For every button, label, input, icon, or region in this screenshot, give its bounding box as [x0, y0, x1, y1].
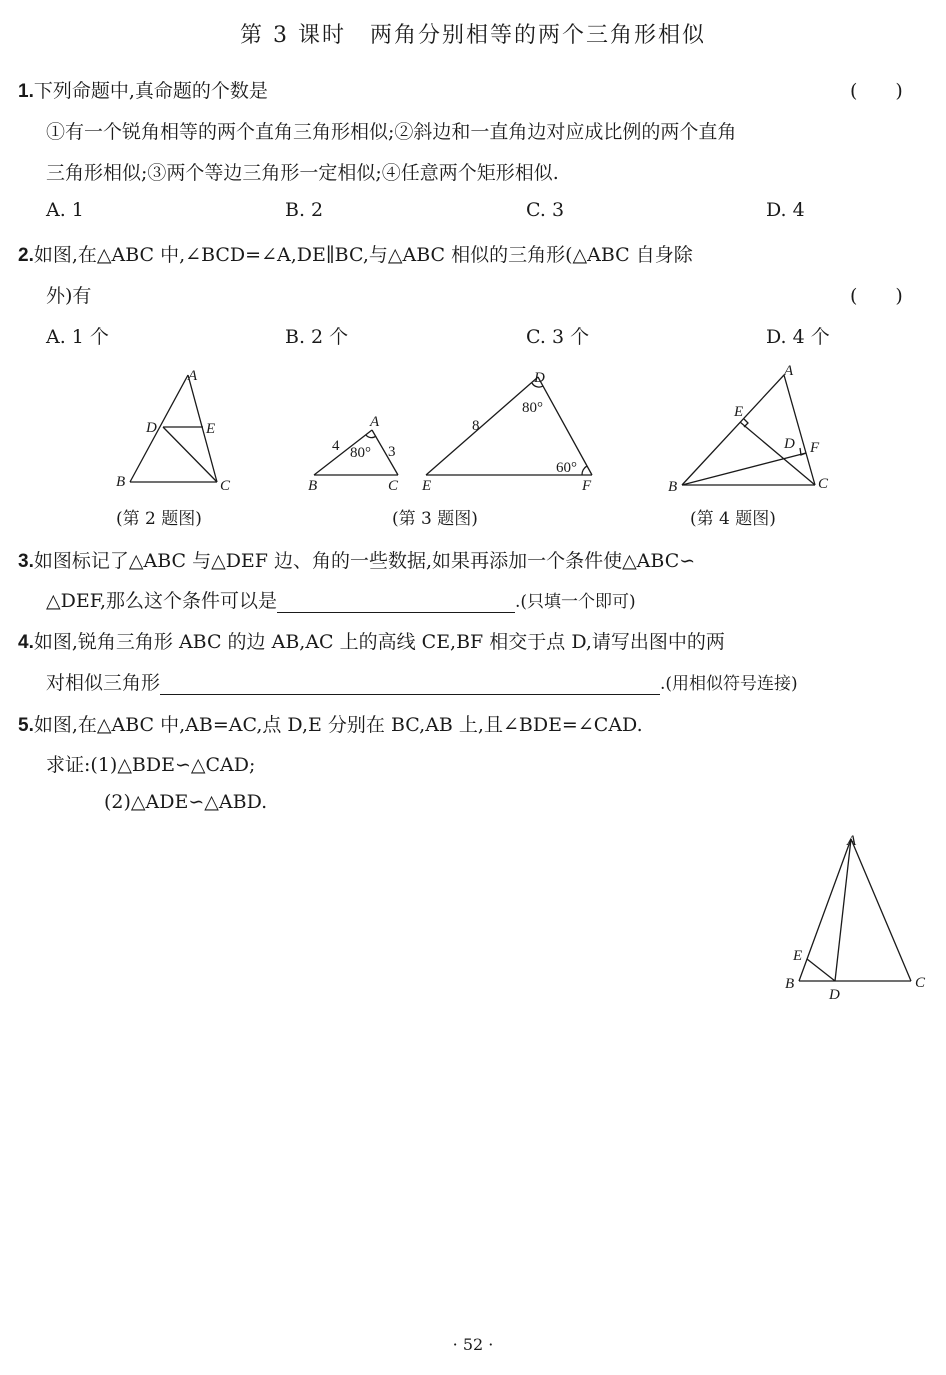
- fig4-label-a: A: [784, 363, 794, 379]
- q4-line-2-pre: 对相似三角形: [46, 672, 161, 694]
- fig4-side-ab: [682, 375, 784, 485]
- q2-option-a[interactable]: A. 1 个: [46, 326, 109, 348]
- q3-line-2-post: .(只填一个即可): [514, 592, 636, 612]
- fig3-value-angle-a: 80°: [350, 445, 371, 461]
- q2-answer-paren[interactable]: ( ): [850, 285, 903, 307]
- fig3-value-angle-d: 80°: [522, 400, 543, 416]
- fig3-label-c: C: [388, 478, 399, 494]
- q1-answer-paren[interactable]: ( ): [850, 80, 903, 102]
- fig5-label-e: E: [793, 948, 803, 964]
- q1-option-c[interactable]: C. 3: [526, 199, 565, 221]
- figure-4: [660, 360, 850, 500]
- figure-3: [300, 360, 610, 500]
- fig3-label-b: B: [308, 478, 318, 494]
- page-title: 第 3 课时 两角分别相等的两个三角形相似: [240, 23, 706, 48]
- fig5-side-ac: [851, 839, 911, 981]
- q4-answer-blank[interactable]: [160, 674, 660, 695]
- fig4-label-d: D: [784, 436, 795, 452]
- fig5-segment-de: [807, 959, 835, 981]
- q3-line-2-pre: △DEF,那么这个条件可以是: [46, 590, 277, 612]
- fig5-label-b: B: [785, 976, 795, 992]
- q2-stem: 如图,在△ABC 中,∠BCD=∠A,DE∥BC,与△ABC 相似的三角形(△ABC 自身除: [33, 244, 693, 266]
- fig4-side-ac: [784, 375, 815, 485]
- fig5-label-a: A: [847, 833, 857, 849]
- fig5-label-c: C: [915, 975, 926, 991]
- q3-line-2: [46, 586, 636, 613]
- fig2-label-b: B: [116, 474, 126, 490]
- fig4-label-b: B: [668, 479, 678, 495]
- q2-number: 2.: [18, 245, 34, 266]
- fig3-label-e: E: [422, 478, 432, 494]
- q1-stem-line: [18, 76, 268, 103]
- q4-number: 4.: [18, 632, 34, 653]
- q4-line-1: 如图,锐角三角形 ABC 的边 AB,AC 上的高线 CE,BF 相交于点 D,请写出图中的两: [33, 631, 725, 653]
- fig3-value-ab: 4: [332, 438, 340, 454]
- q4-line-2: [46, 668, 798, 695]
- fig3-angle-f-arc: [582, 466, 587, 475]
- q5-stem-line: [18, 710, 643, 737]
- fig3-side-de: [426, 377, 538, 475]
- q5-line-3: (2)△ADE∽△ABD.: [104, 791, 268, 813]
- fig2-label-a: A: [188, 368, 198, 384]
- figure-2: [100, 360, 240, 500]
- q1-option-d[interactable]: D. 4: [766, 199, 805, 221]
- q2-option-b[interactable]: B. 2 个: [285, 326, 349, 348]
- fig4-label-f: F: [810, 440, 820, 456]
- q2-stem-line: [18, 240, 693, 267]
- fig3-caption: (第 3 题图): [392, 509, 478, 529]
- q3-line-1: 如图标记了△ABC 与△DEF 边、角的一些数据,如果再添加一个条件使△ABC∽: [33, 550, 696, 572]
- q1-line-2: ①有一个锐角相等的两个直角三角形相似;②斜边和一直角边对应成比例的两个直角: [46, 121, 737, 143]
- q5-number: 5.: [18, 715, 34, 736]
- q1-option-b[interactable]: B. 2: [285, 199, 324, 221]
- q2-line-2: 外)有: [46, 285, 92, 307]
- fig3-label-d: D: [534, 370, 545, 386]
- fig3-label-a: A: [370, 414, 380, 430]
- q4-line-2-post: .(用相似符号连接): [660, 674, 798, 694]
- q5-line-1: 如图,在△ABC 中,AB=AC,点 D,E 分别在 BC,AB 上,且∠BDE=∠CAD.: [33, 714, 643, 736]
- q1-stem: 下列命题中,真命题的个数是: [33, 80, 268, 102]
- q1-number: 1.: [18, 81, 34, 102]
- fig3-value-de: 8: [472, 418, 480, 434]
- q3-answer-blank[interactable]: [277, 592, 515, 613]
- q3-number: 3.: [18, 551, 34, 572]
- fig2-label-e: E: [206, 421, 216, 437]
- fig4-label-e: E: [734, 404, 744, 420]
- fig5-label-d: D: [829, 987, 840, 1003]
- fig4-right-angle-e: [744, 419, 748, 427]
- fig4-altitude-bf: [682, 453, 806, 485]
- fig2-caption: (第 2 题图): [116, 509, 202, 529]
- q4-stem-line: [18, 627, 725, 654]
- fig2-label-d: D: [146, 420, 157, 436]
- fig3-value-ac: 3: [388, 444, 396, 460]
- fig3-label-f: F: [582, 478, 592, 494]
- fig4-caption: (第 4 题图): [690, 509, 776, 529]
- fig3-value-angle-f: 60°: [556, 460, 577, 476]
- fig2-label-c: C: [220, 478, 231, 494]
- fig4-label-c: C: [818, 476, 829, 492]
- q1-option-a[interactable]: A. 1: [46, 199, 84, 221]
- q5-line-2: 求证:(1)△BDE∽△CAD;: [46, 754, 256, 776]
- q3-stem-line: [18, 546, 695, 573]
- q2-option-c[interactable]: C. 3 个: [526, 326, 590, 348]
- figure-5: [775, 825, 935, 1005]
- page-number: · 52 ·: [452, 1335, 494, 1354]
- fig2-side-ab: [130, 375, 188, 482]
- q2-option-d[interactable]: D. 4 个: [766, 326, 830, 348]
- q1-line-3: 三角形相似;③两个等边三角形一定相似;④任意两个矩形相似.: [46, 162, 559, 184]
